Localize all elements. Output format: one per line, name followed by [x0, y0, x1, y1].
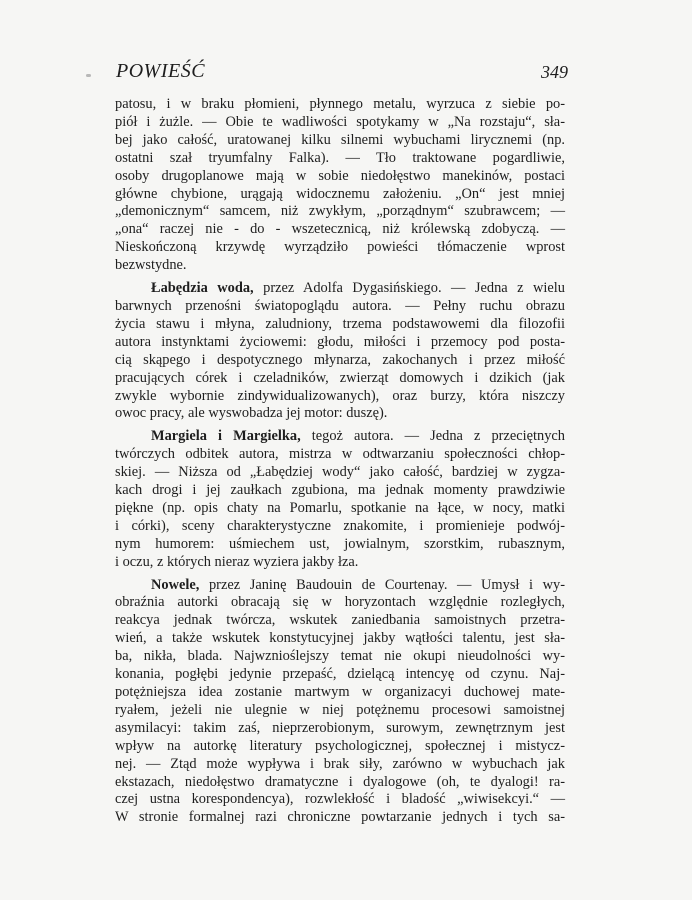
line-text: kach drogi i jej zaułkach zgubiona, ma jednak momenty prawdziwie — [115, 482, 565, 499]
line-text: barwnych przenośni światopoglądu autora. — Pełny ruchu obrazu — [115, 297, 565, 314]
text-line — [115, 316, 565, 334]
line-text: bej jako całość, uratowanej kilku silnemi wybuchami lirycznemi (np. — [115, 131, 565, 148]
line-text: piękne (np. opis chaty na Pomarlu, spotkanie na łące, w nocy, matki — [115, 499, 565, 516]
text-line — [115, 203, 565, 221]
page-smudge — [86, 74, 91, 77]
text-line — [115, 150, 565, 168]
line-text: wpływ na autorkę literatury psychologicznej, społecznej i mistycz- — [115, 737, 565, 754]
line-text: konania, pogłębi jedynie przepaść, dzielącą intencyę od czynu. Naj- — [115, 666, 565, 683]
line-text: „demonicznym“ samcem, niż zwykłym, „porządnym“ szubrawcem; — — [115, 203, 565, 220]
line-text: czej ustna korespondencya), rozwlekłość i bladość „wiwisekcyi.“ — — [115, 791, 565, 808]
text-line — [115, 186, 565, 204]
line-text: życia stawu i młyna, zaludniony, trzema podstawowemi dla filozofii — [115, 315, 565, 332]
line-text: owoc pracy, ale wyswobadza jej motor: duszę). — [115, 405, 388, 422]
line-text: ryałem, jeżeli nie ulegnie w niej potężnemu procesowi samoistnej — [115, 701, 565, 718]
text-line — [115, 756, 565, 774]
text-line — [115, 738, 565, 756]
line-text: główne chybione, urągają widocznemu założeniu. „On“ jest mniej — [115, 185, 565, 202]
text-line — [115, 114, 565, 132]
book-title: Margiela i Margielka, — [151, 428, 301, 445]
text-line — [115, 96, 565, 114]
text-line — [115, 257, 565, 275]
text-line — [115, 720, 565, 738]
line-text: osoby drugoplanowe mają w sobie niedołęstwo manekinów, postaci — [115, 167, 565, 184]
line-text: ostatni szał tryumfalny Falka). — Tło traktowane pogardliwie, — [115, 149, 565, 166]
text-line — [115, 464, 565, 482]
text-line — [115, 446, 565, 464]
text-line — [115, 239, 565, 257]
line-text: ekstazach, niedołęstwo dramatyczne i dyalogowe (oh, te dyalogi! ra- — [115, 773, 565, 790]
text-line — [115, 334, 565, 352]
text-line — [115, 648, 565, 666]
text-line — [115, 702, 565, 720]
book-title: Nowele, — [151, 576, 200, 593]
text-line — [115, 666, 565, 684]
text-line — [115, 791, 565, 809]
text-line — [115, 612, 565, 630]
text-line — [115, 809, 565, 827]
text-line — [115, 774, 565, 792]
line-text: potężniejsza idea zostanie martwym w organizacyi duchowej mate- — [115, 684, 565, 700]
line-text: przez Adolfa Dygasińskiego. — Jedna z wielu — [253, 280, 565, 297]
text-line — [115, 594, 565, 612]
body-text — [115, 96, 565, 827]
line-text: nym humorem: uśmiechem ust, jowialnym, szorstkim, rubasznym, — [115, 535, 565, 552]
line-text: Nieskończoną krzywdę wyrządziło powieści tłómaczenie wprost — [115, 239, 565, 256]
text-line — [115, 370, 565, 388]
line-text: bezwstydne. — [115, 257, 187, 274]
book-title: Łabędzia woda, — [151, 280, 254, 297]
line-text: autora instynktami życiowemi: głodu, miłości i przemocy pod posta- — [115, 333, 565, 350]
line-text: obraźnia autorki obracają się w horyzontach względnie rozległych, — [115, 594, 565, 611]
text-line — [115, 388, 565, 406]
line-text: skiej. — Niższa od „Łabędziej wody“ jako całość, bardziej w zygza- — [115, 464, 565, 481]
line-text: i oczu, z których nieraz wyziera jakby łza. — [115, 553, 359, 570]
line-text: zwykle wybornie zindywidualizowanych), oraz burzy, która niszczy — [115, 387, 565, 404]
page-header — [116, 60, 568, 86]
text-line — [115, 405, 565, 423]
line-text: ba, nikła, blada. Najwznioślejszy temat nie okupi nieudolności wy- — [115, 648, 565, 665]
text-line — [115, 298, 565, 316]
review-heading-line — [115, 280, 565, 298]
running-title: POWIEŚĆ — [116, 60, 206, 82]
line-text: nej. — Ztąd może wypływa i brak siły, zarówno w wybuchach jak — [115, 755, 565, 772]
text-line — [115, 630, 565, 648]
line-text: przez Janinę Baudouin de Courtenay. — Umysł i wy- — [199, 576, 565, 593]
text-line — [115, 168, 565, 186]
text-line — [115, 482, 565, 500]
review-heading-line — [115, 428, 565, 446]
text-line — [115, 132, 565, 150]
line-text: twórczych odbitek autora, mistrza w odtwarzaniu społeczności chłop- — [115, 446, 565, 463]
text-line — [115, 518, 565, 536]
line-text: i córki), sceny charakterystyczne znakomite, i promienieje podwój- — [115, 517, 565, 534]
line-text: tegoż autora. — Jedna z przeciętnych — [300, 428, 565, 445]
page-number: 349 — [541, 62, 568, 82]
text-line — [115, 684, 565, 702]
line-text: piół i żużle. — Obie te wadliwości spotykamy w „Na rozstaju“, sła- — [115, 113, 565, 130]
review-heading-line — [115, 577, 565, 595]
line-text: „ona“ raczej nie - do - wszetecznicą, niż królewską zdobyczą. — — [115, 221, 565, 238]
line-text: reakcya jednak twórcza, wskutek zaniedbania samoistnych przetra- — [115, 612, 565, 629]
line-text: cią skąpego i despotycznego młynarza, zakochanych i przez miłość — [115, 351, 565, 368]
text-line — [115, 536, 565, 554]
line-text: asymilacyi: takim zaś, nieprzerobionym, surowym, zewnętrznym jest — [115, 719, 565, 736]
text-line — [115, 554, 565, 572]
line-text: pracujących córek i czeladników, zwierząt domowych i dzikich (jak — [115, 369, 565, 386]
line-text: W stronie formalnej razi chroniczne powtarzanie jednych i tych sa- — [115, 809, 565, 826]
line-text: wień, a także wskutek konstytucyjnej jakby wątłości talentu, jest sła- — [115, 630, 565, 647]
line-text: patosu, i w braku płomieni, płynnego metalu, wyrzuca z siebie po- — [115, 96, 565, 112]
text-line — [115, 352, 565, 370]
text-line — [115, 500, 565, 518]
text-line — [115, 221, 565, 239]
